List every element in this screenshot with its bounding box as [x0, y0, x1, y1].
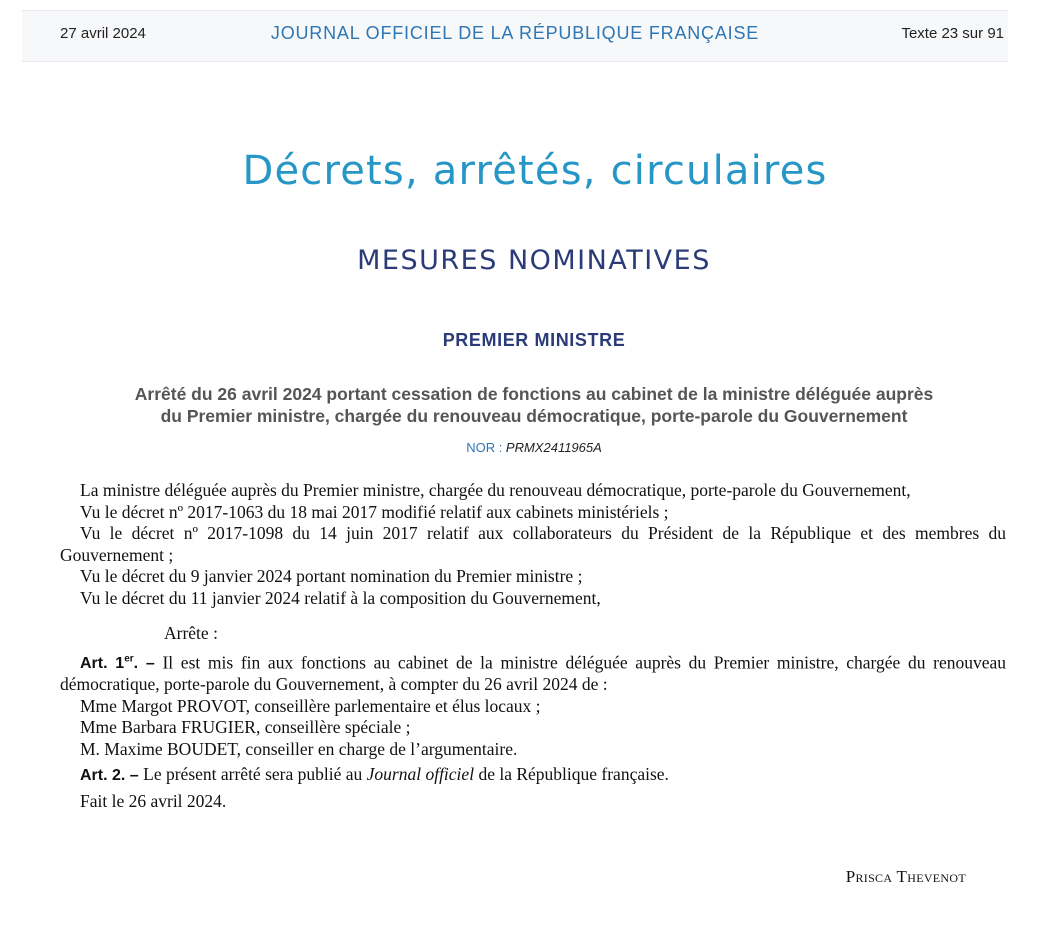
- preamble-paragraph: Vu le décret nº 2017-1063 du 18 mai 2017 modifié relatif aux cabinets ministériels ;: [80, 501, 669, 522]
- header-journal-title: JOURNAL OFFICIEL DE LA RÉPUBLIQUE FRANÇAISE: [270, 23, 760, 43]
- preamble-paragraph: Vu le décret nº 2017-1098 du 14 juin 2017 relatif aux collaborateurs du Président de la République et des membres du Gouvernement ;: [60, 523, 1006, 565]
- article-2-label: Art. 2. –: [80, 767, 144, 785]
- header-text-number: Texte 23 sur 91: [901, 25, 1004, 42]
- person-item: Mme Barbara FRUGIER, conseillère spéciale ;: [80, 717, 411, 738]
- preamble-paragraph: La ministre déléguée auprès du Premier ministre, chargée du renouveau démocratique, porte-parole du Gouvernement,: [80, 480, 911, 500]
- article-2: Art. 2. – Le présent arrêté sera publié au Journal officiel de la République française.: [80, 764, 669, 785]
- subsection-title: MESURES NOMINATIVES: [357, 245, 711, 276]
- section-title: Décrets, arrêtés, circulaires: [242, 148, 828, 194]
- signature: Prisca Thevenot: [845, 867, 966, 886]
- preamble-paragraph: Vu le décret du 11 janvier 2024 relatif à la composition du Gouvernement,: [80, 587, 601, 608]
- article-1-label: Art. 1er. –: [80, 653, 163, 672]
- ministry-heading: PREMIER MINISTRE: [442, 330, 626, 350]
- person-item: Mme Margot PROVOT, conseillère parlementaire et élus locaux ;: [80, 695, 541, 716]
- nor-reference: [0, 440, 1038, 455]
- header-date: 27 avril 2024: [60, 25, 146, 42]
- arrete-title-line-1: Arrêté du 26 avril 2024 portant cessation de fonctions au cabinet de la ministre déléguée auprès: [134, 384, 934, 404]
- document-body: [60, 480, 1006, 812]
- journal-officiel-italic: Journal officiel: [366, 764, 475, 785]
- person-item: M. Maxime BOUDET, conseiller en charge de l’argumentaire.: [80, 738, 518, 759]
- article-1: [60, 649, 1006, 696]
- arrete-title-line-2: du Premier ministre, chargée du renouveau démocratique, porte-parole du Gouvernement: [160, 406, 908, 426]
- page-margin: [0, 0, 16, 929]
- nor-code: PRMX2411965A: [505, 440, 602, 455]
- nor-label: NOR :: [466, 440, 506, 455]
- arrete-title: [60, 383, 1008, 427]
- journal-header: [22, 10, 1008, 62]
- preamble-paragraph: Vu le décret du 9 janvier 2024 portant nomination du Premier ministre ;: [80, 566, 583, 586]
- fait-le: Fait le 26 avril 2024.: [80, 790, 227, 811]
- article-1-text: Il est mis fin aux fonctions au cabinet de la ministre déléguée auprès du Premier ministre, chargée du renouveau démocratique, porte-parole du Gouvernement, à compter du 26 avril 2024 de :: [60, 651, 1007, 695]
- arrete-word: Arrête :: [164, 623, 218, 643]
